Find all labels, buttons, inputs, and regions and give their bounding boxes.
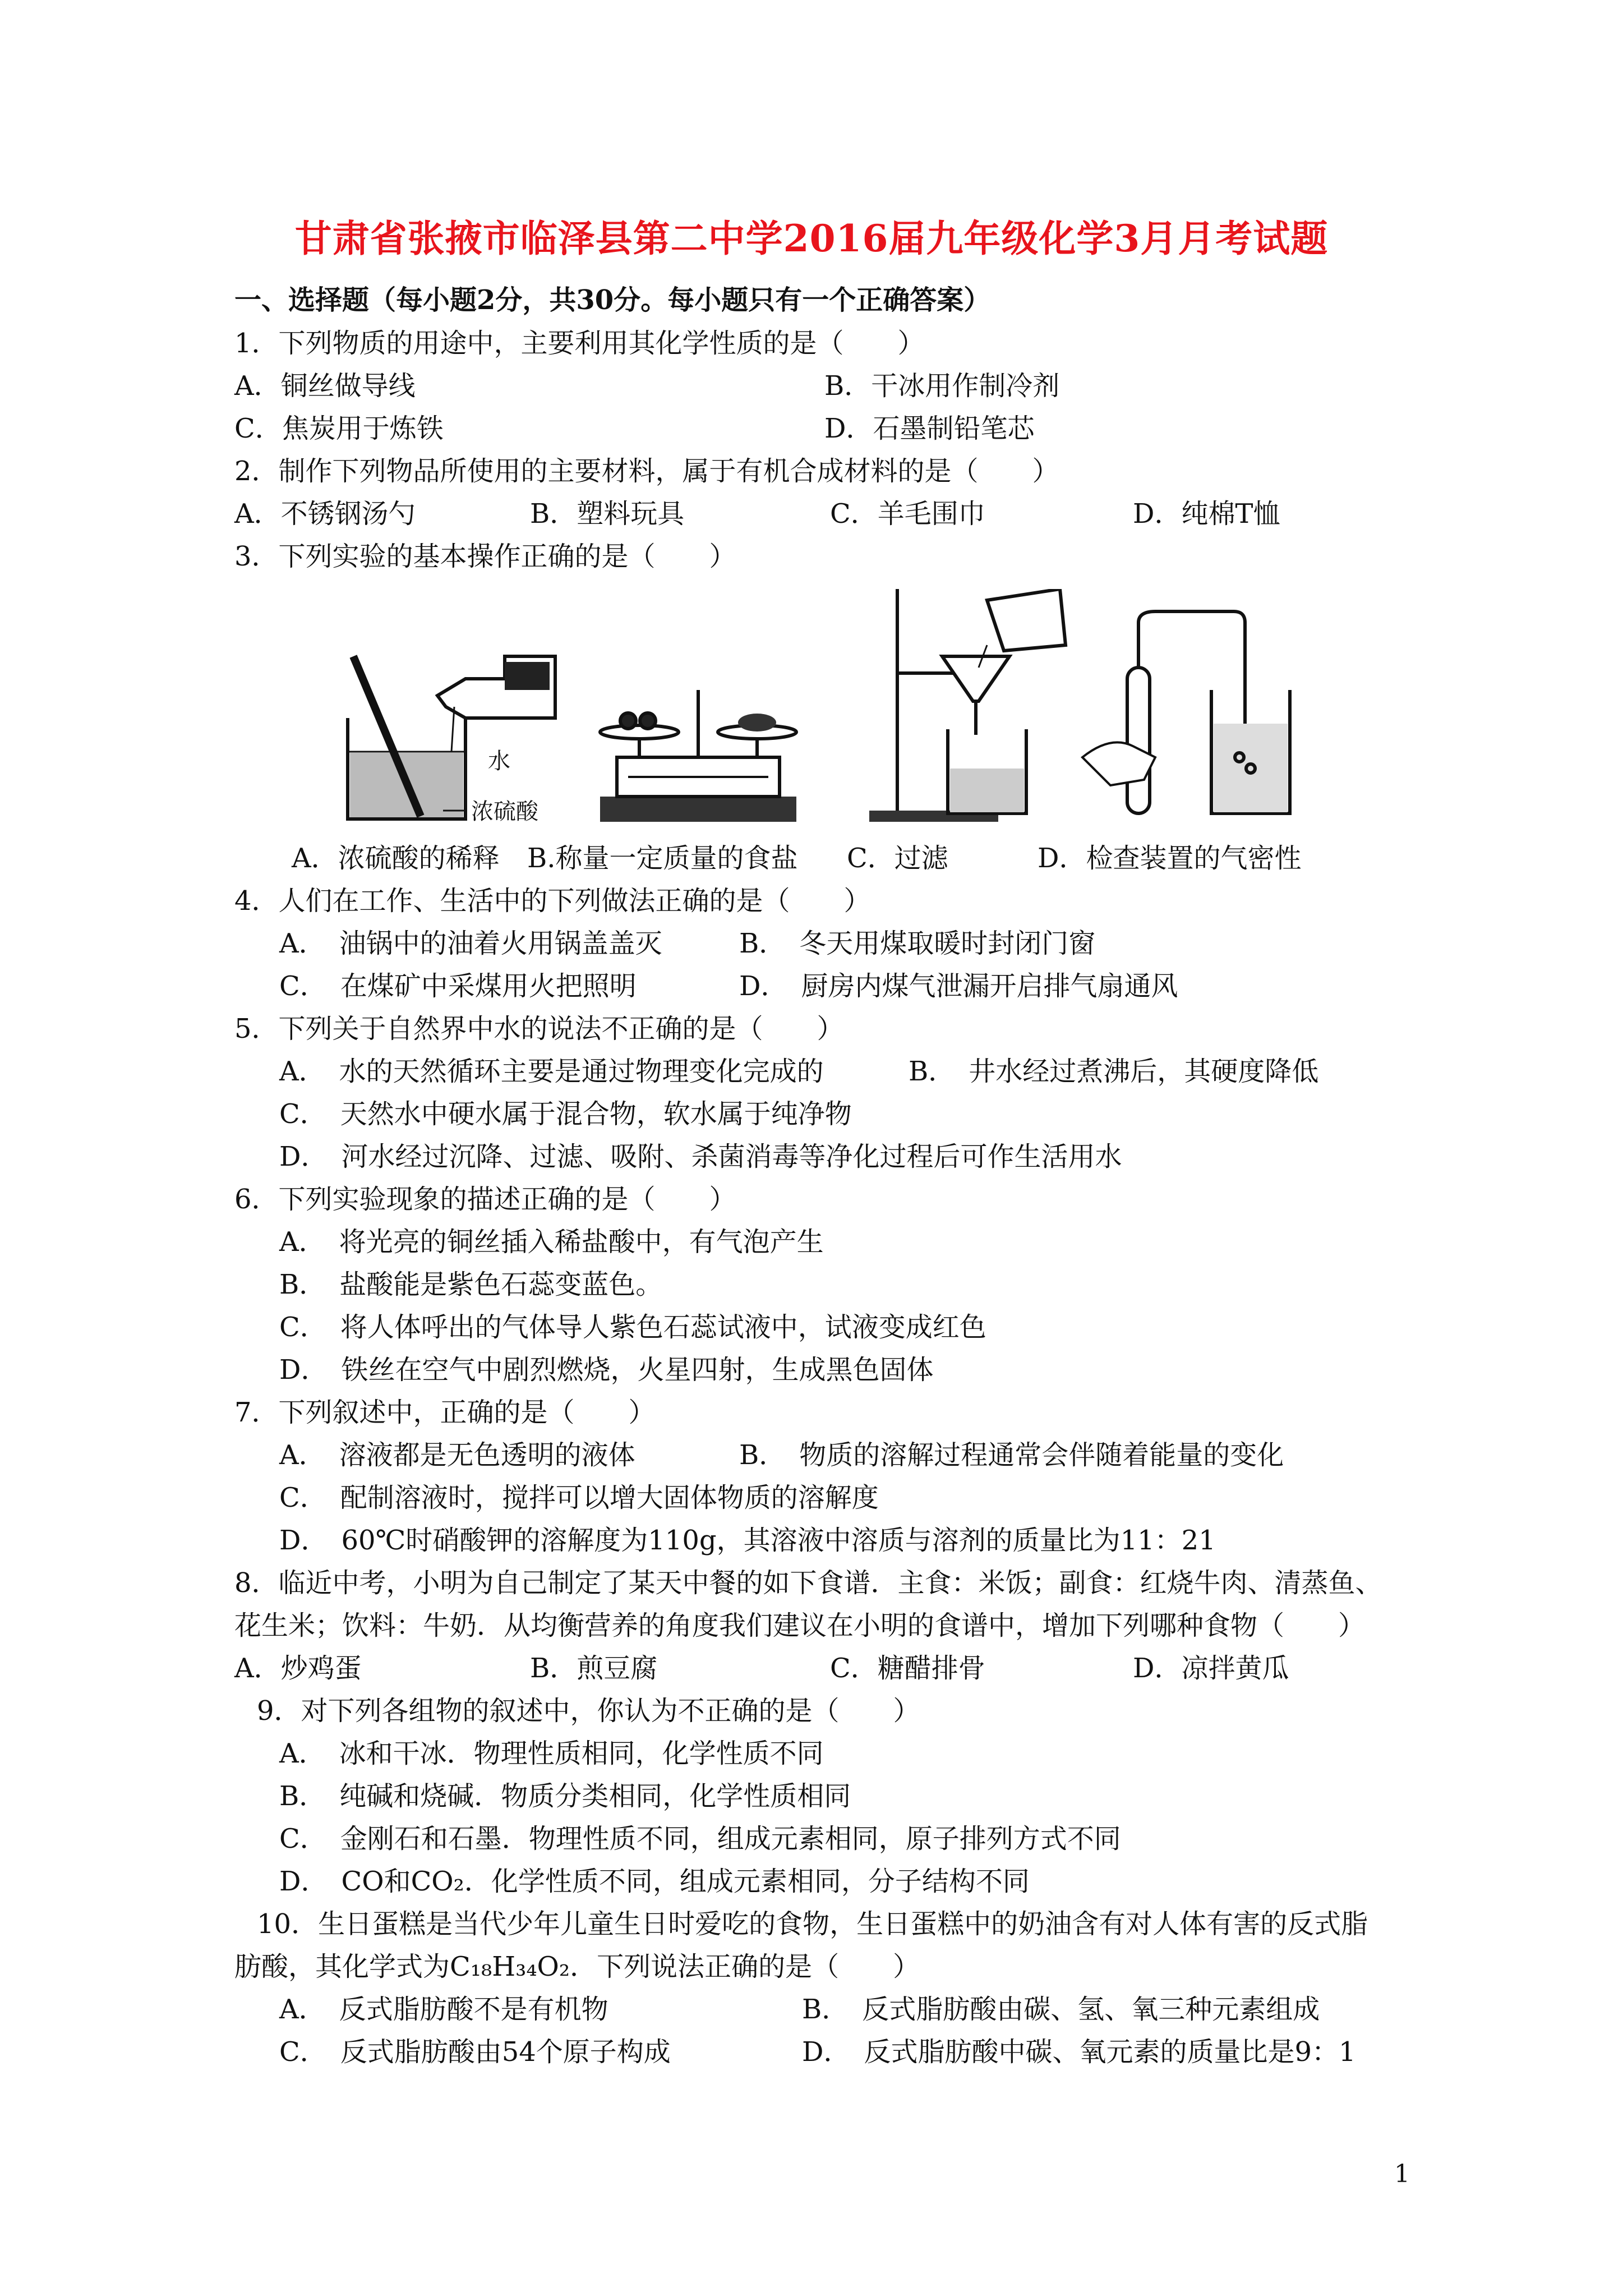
figure-filtration xyxy=(869,589,1066,822)
q3-option-b: B.称量一定质量的食盐 xyxy=(527,843,798,874)
q8-option-d: D．凉拌黄瓜 xyxy=(1133,1653,1289,1684)
q5-option-a: A． 水的天然循环主要是通过物理变化完成的 xyxy=(279,1056,824,1087)
q7-option-a: A． 溶液都是无色透明的液体 xyxy=(279,1439,635,1471)
q1-option-b: B．干冰用作制冷剂 xyxy=(824,370,1060,402)
page-title: 甘肃省张掖市临泽县第二中学2016届九年级化学3月月考试题 xyxy=(294,217,1329,260)
question-9: 9．对下列各组物的叙述中，你认为不正确的是（ ） xyxy=(257,1695,920,1727)
q1-option-d: D．石墨制铅笔芯 xyxy=(824,413,1035,444)
q7-option-b: B． 物质的溶解过程通常会伴随着能量的变化 xyxy=(739,1439,1284,1471)
question-8-line-1: 8．临近中考，小明为自己制定了某天中餐的如下食谱．主食：米饭；副食：红烧牛肉、清蒸鱼、 xyxy=(234,1567,1382,1599)
question-7: 7．下列叙述中，正确的是（ ） xyxy=(234,1397,656,1428)
q2-option-d: D．纯棉T恤 xyxy=(1133,498,1280,530)
fig-label-acid: 浓硫酸 xyxy=(471,799,538,825)
q10-option-b: B． 反式脂肪酸由碳、氢、氧三种元素组成 xyxy=(802,1994,1320,2025)
q4-option-b: B． 冬天用煤取暖时封闭门窗 xyxy=(739,928,1096,959)
q4-option-c: C． 在煤矿中采煤用火把照明 xyxy=(279,970,637,1002)
q5-option-b: B． 井水经过煮沸后，其硬度降低 xyxy=(909,1056,1319,1087)
question-6: 6．下列实验现象的描述正确的是（ ） xyxy=(234,1184,736,1215)
question-10-line-2: 肪酸，其化学式为C₁₈H₃₄O₂．下列说法正确的是（ ） xyxy=(234,1951,920,1982)
q8-option-c: C．糖醋排骨 xyxy=(830,1653,985,1684)
q2-option-b: B．塑料玩具 xyxy=(530,498,685,530)
q9-option-c: C． 金刚石和石墨．物理性质不同，组成元素相同，原子排列方式不同 xyxy=(279,1823,1121,1855)
q3-option-c: C．过滤 xyxy=(847,843,948,874)
q9-option-d: D． CO和CO₂．化学性质不同，组成元素相同，分子结构不同 xyxy=(279,1866,1030,1897)
question-4: 4．人们在工作、生活中的下列做法正确的是（ ） xyxy=(234,885,871,917)
q6-option-c: C． 将人体呼出的气体导人紫色石蕊试液中，试液变成红色 xyxy=(279,1312,986,1343)
q7-option-c: C． 配制溶液时，搅拌可以增大固体物质的溶解度 xyxy=(279,1482,879,1513)
q10-option-a: A． 反式脂肪酸不是有机物 xyxy=(279,1994,608,2025)
q9-option-b: B． 纯碱和烧碱．物质分类相同，化学性质相同 xyxy=(279,1780,851,1812)
q7-option-d: D． 60℃时硝酸钾的溶解度为110g，其溶液中溶质与溶剂的质量比为11：21 xyxy=(279,1525,1216,1556)
q2-option-c: C．羊毛围巾 xyxy=(830,498,985,530)
section-heading: 一、选择题（每小题2分，共30分。每小题只有一个正确答案） xyxy=(234,284,991,316)
question-1: 1．下列物质的用途中，主要利用其化学性质的是（ ） xyxy=(234,328,925,359)
q3-option-a: A．浓硫酸的稀释 xyxy=(292,843,500,874)
q5-option-d: D． 河水经过沉降、过滤、吸附、杀菌消毒等净化过程后可作生活用水 xyxy=(279,1141,1122,1172)
q8-option-a: A．炒鸡蛋 xyxy=(234,1653,362,1684)
question-3: 3．下列实验的基本操作正确的是（ ） xyxy=(234,541,736,572)
q4-option-d: D． 厨房内煤气泄漏开启排气扇通风 xyxy=(739,970,1178,1002)
q3-option-d: D．检查装置的气密性 xyxy=(1038,843,1302,874)
q5-option-c: C． 天然水中硬水属于混合物，软水属于纯净物 xyxy=(279,1098,852,1130)
lab-figures xyxy=(336,589,1391,825)
q1-option-a: A．铜丝做导线 xyxy=(234,370,416,402)
question-5: 5．下列关于自然界中水的说法不正确的是（ ） xyxy=(234,1013,844,1045)
q10-option-d: D． 反式脂肪酸中碳、氧元素的质量比是9：1 xyxy=(802,2036,1356,2068)
question-8-line-2: 花生米；饮料：牛奶．从均衡营养的角度我们建议在小明的食谱中，增加下列哪种食物（ ） xyxy=(234,1610,1366,1641)
q4-option-a: A． 油锅中的油着火用锅盖盖灭 xyxy=(279,928,662,959)
q10-option-c: C． 反式脂肪酸由54个原子构成 xyxy=(279,2036,671,2068)
q1-option-c: C．焦炭用于炼铁 xyxy=(234,413,444,444)
figure-airtight xyxy=(1082,611,1290,813)
q6-option-b: B． 盐酸能是紫色石蕊变蓝色。 xyxy=(279,1269,663,1300)
q6-option-d: D． 铁丝在空气中剧烈燃烧，火星四射，生成黑色固体 xyxy=(279,1354,934,1386)
q9-option-a: A． 冰和干冰．物理性质相同，化学性质不同 xyxy=(279,1738,824,1769)
figure-balance xyxy=(600,690,796,822)
figure-acid-dilution xyxy=(348,656,555,825)
question-2: 2．制作下列物品所使用的主要材料，属于有机合成材料的是（ ） xyxy=(234,455,1059,487)
question-10-line-1: 10．生日蛋糕是当代少年儿童生日时爱吃的食物，生日蛋糕中的奶油含有对人体有害的反式脂 xyxy=(257,1908,1368,1940)
fig-label-water: 水 xyxy=(488,748,510,774)
q2-option-a: A．不锈钢汤勺 xyxy=(234,498,416,530)
page-number: 1 xyxy=(1394,2160,1410,2188)
q8-option-b: B．煎豆腐 xyxy=(530,1653,658,1684)
q6-option-a: A． 将光亮的铜丝插入稀盐酸中，有气泡产生 xyxy=(279,1226,824,1258)
